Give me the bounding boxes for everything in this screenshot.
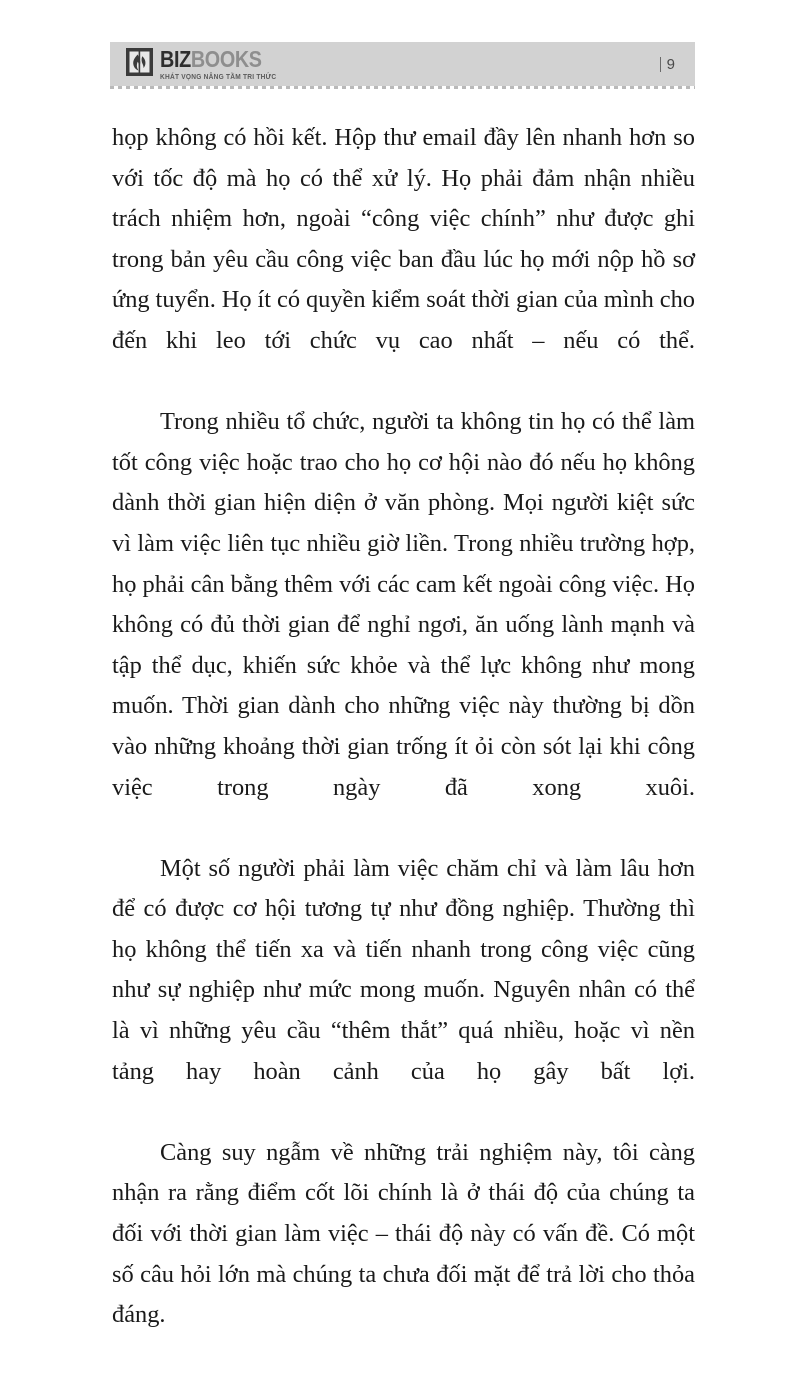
folio-divider — [660, 57, 661, 72]
brand-wordmark — [160, 48, 266, 71]
paragraph: Một số người phải làm việc chăm chỉ và làm lâu hơn để có được cơ hội tương tự như đồng nghiệp. Thường thì họ không thể tiến xa và tiến nhanh trong công việc cũng như sự nghiệp như mức mong muốn. Nguyên nhân có thể là vì những yêu cầu “thêm thắt” quá nhiều, hoặc vì nền tảng hay hoàn cảnh của họ gây bất lợi. — [112, 854, 695, 1085]
brand-tagline: KHÁT VỌNG NÂNG TẦM TRI THỨC — [160, 74, 277, 81]
brand-wordmark-group — [160, 47, 284, 81]
paragraph: Trong nhiều tổ chức, người ta không tin họ có thể làm tốt công việc hoặc trao cho họ cơ hội nào đó nếu họ không dành thời gian hiện diện ở văn phòng. Mọi người kiệt sức vì làm việc liên tục nhiều giờ liền. Trong nhiều trường hợp, họ phải cân bằng thêm với các cam kết ngoài công việc. Họ không có đủ thời gian để nghỉ ngơi, ăn uống lành mạnh và tập thể dục, khiến sức khỏe và thể lực không như mong muốn. Thời gian dành cho những việc này thường bị dồn vào những khoảng thời gian trống ít ỏi còn sót lại khi công việc trong ngày đã xong xuôi. — [112, 408, 695, 801]
page-number-group — [660, 56, 681, 73]
page-body-text — [112, 118, 695, 1376]
page-header-band — [110, 42, 695, 86]
brand-word-biz: BIZ — [160, 46, 191, 72]
brand-word-books: BOOKS — [190, 46, 262, 72]
header-dashed-rule — [110, 86, 695, 89]
book-flame-emblem-icon — [126, 48, 153, 76]
page-number: 9 — [666, 55, 675, 73]
paragraph: họp không có hồi kết. Hộp thư email đầy lên nhanh hơn so với tốc độ mà họ có thể xử lý. Họ phải đảm nhận nhiều trách nhiệm hơn, ngoài “công việc chính” như được ghi trong bản yêu cầu công việc ban đầu lúc họ mới nộp hồ sơ ứng tuyển. Họ ít có quyền kiểm soát thời gian của mình cho đến khi leo tới chức vụ cao nhất – nếu có thể. — [112, 124, 695, 354]
bizbooks-logo — [126, 47, 284, 81]
paragraph: Càng suy ngẫm về những trải nghiệm này, tôi càng nhận ra rằng điểm cốt lõi chính là ở thái độ của chúng ta đối với thời gian làm việc – thái độ này có vấn đề. Có một số câu hỏi lớn mà chúng ta chưa đối mặt để trả lời cho thỏa đáng. — [112, 1138, 695, 1329]
